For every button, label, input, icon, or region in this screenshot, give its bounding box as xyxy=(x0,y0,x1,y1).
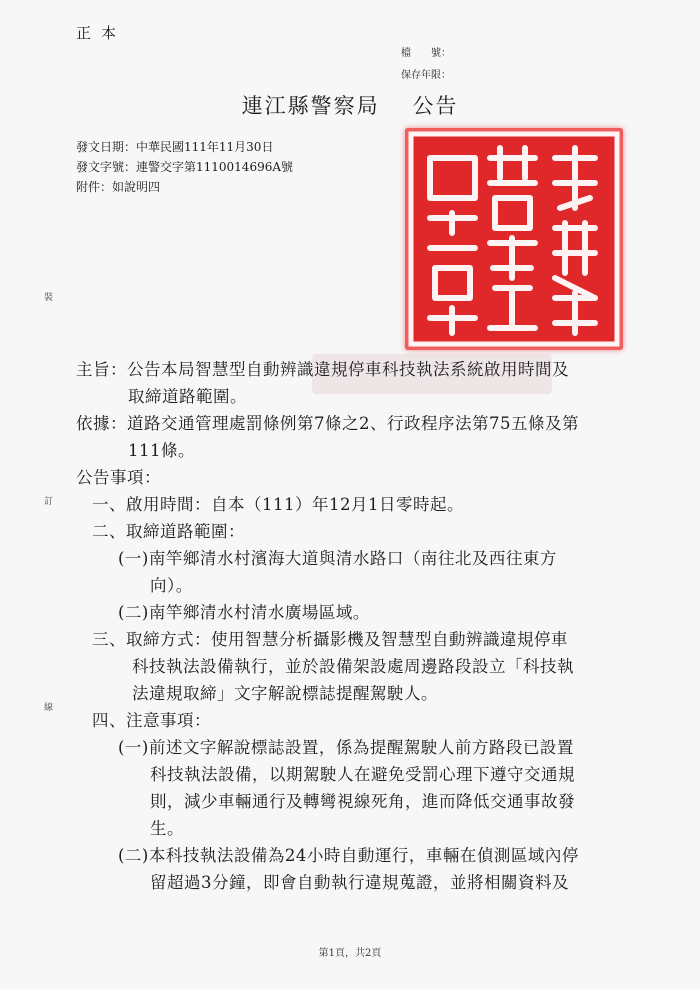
basis-line-1: 依據：道路交通管理處罰條例第7條之2、行政程序法第75五條及第 xyxy=(76,414,579,433)
item-3-line-3: 法違規取締」文字解說標誌提醒駕駛人。 xyxy=(132,684,438,703)
item-4-heading: 四、注意事項： xyxy=(92,711,211,730)
binding-mark-xian: 線 xyxy=(44,703,54,713)
official-seal-stamp xyxy=(405,128,623,350)
item-2-heading: 二、取締道路範圍： xyxy=(92,522,245,541)
copy-mark: 正本 xyxy=(76,24,127,42)
item-2-1-line-2: 向）。 xyxy=(150,576,193,595)
document-title xyxy=(0,90,700,120)
item-3-line-1: 三、取締方式：使用智慧分析攝影機及智慧型自動辨識違規停車 xyxy=(92,630,568,649)
issue-date: 發文日期：中華民國111年11月30日 xyxy=(76,140,274,154)
reference-number: 發文字號：連警交字第1110014696A號 xyxy=(76,160,294,174)
agency-name: 連江縣警察局 xyxy=(241,94,380,118)
retention-period-label: 保存年限： xyxy=(401,70,451,81)
binding-mark-zhuang: 裝 xyxy=(44,293,54,303)
document-type: 公告 xyxy=(412,94,459,118)
item-3-line-2: 科技執法設備執行，並於設備架設處周邊路段設立「科技執 xyxy=(132,657,574,676)
page-number-footer: 第1頁，共2頁 xyxy=(318,948,382,959)
item-4-1-line-4: 生。 xyxy=(150,819,184,838)
seal-glyph-pattern xyxy=(405,128,623,350)
item-1-start-time: 一、啟用時間：自本（111）年12月1日零時起。 xyxy=(92,495,464,514)
announcement-items-heading: 公告事項： xyxy=(76,468,161,487)
item-2-1-line-1: (一)南竿鄉清水村濱海大道與清水路口（南往北及西往東方 xyxy=(118,549,557,568)
item-4-1-line-3: 則，減少車輛通行及轉彎視線死角，進而降低交通事故發 xyxy=(150,792,575,811)
item-4-1-line-2: 科技執法設備，以期駕駛人在避免受罰心理下遵守交通規 xyxy=(150,765,575,784)
subject-line-2: 取締道路範圍。 xyxy=(128,387,247,406)
subject-line-1: 主旨：公告本局智慧型自動辨識違規停車科技執法系統啟用時間及 xyxy=(76,360,569,379)
item-4-2-line-2: 留超過3分鐘，即會自動執行違規蒐證，並將相關資料及 xyxy=(150,873,569,892)
attachment-note: 附件：如說明四 xyxy=(76,180,161,194)
file-number-label: 檔 號： xyxy=(401,48,451,59)
item-4-1-line-1: (一)前述文字解說標誌設置，係為提醒駕駛人前方路段已設置 xyxy=(118,738,574,757)
basis-line-2: 111條。 xyxy=(128,441,195,460)
item-2-2: (二)南竿鄉清水村清水廣場區域。 xyxy=(118,603,370,622)
binding-mark-ding: 訂 xyxy=(44,497,54,507)
item-4-2-line-1: (二)本科技執法設備為24小時自動運行，車輛在偵測區域內停 xyxy=(118,846,579,865)
